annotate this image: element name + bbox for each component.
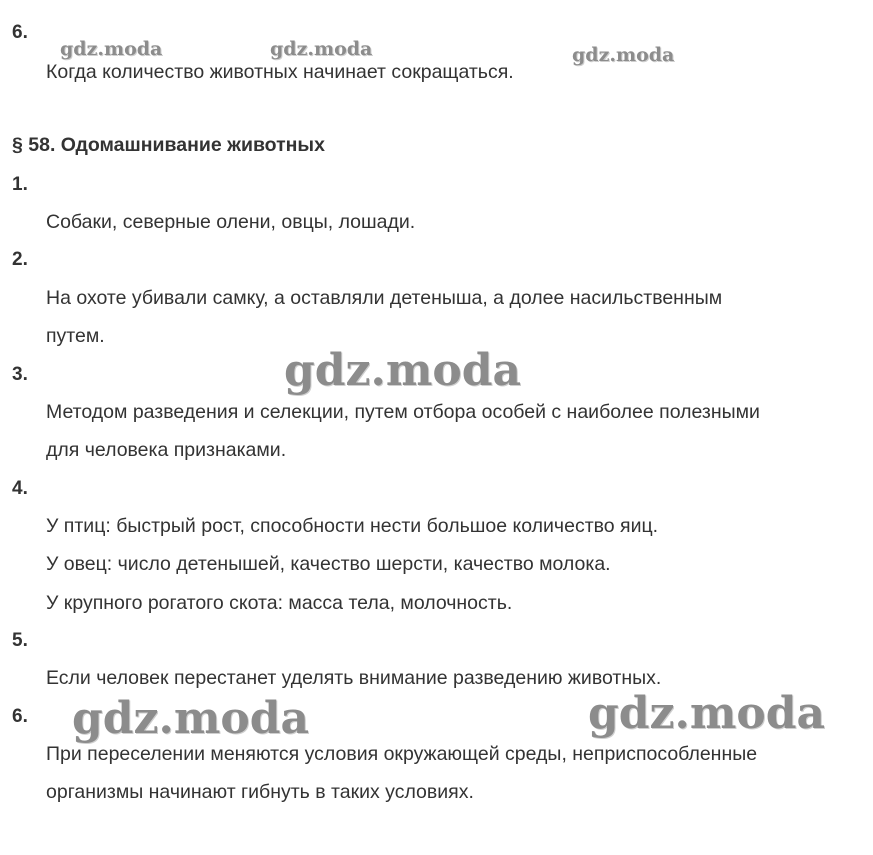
watermark-logo: gdz.moda [284,345,522,396]
answer-line: Методом разведения и селекции, путем отбора особей с наиболее полезными [46,401,760,423]
answer-line: У овец: число детенышей, качество шерсти, качество молока. [46,553,611,575]
watermark-logo: gdz.moda [270,38,373,60]
watermark-logo: gdz.moda [572,44,675,66]
watermark-logo: gdz.moda [60,38,163,60]
item-number: 6. [12,706,28,727]
answer-line: У птиц: быстрый рост, способности нести большое количество яиц. [46,515,659,537]
answer-line: для человека признаками. [46,439,287,461]
answer-line: путем. [46,325,105,347]
answer-line: У крупного рогатого скота: масса тела, молочность. [46,592,513,614]
section-heading: § 58. Одомашнивание животных [12,134,325,156]
item-number: 1. [12,174,28,195]
watermark-logo: gdz.moda [588,688,826,739]
item-number: 6. [12,22,28,43]
item-number: 2. [12,249,28,270]
watermark-logo: gdz.moda [72,693,310,744]
item-number: 5. [12,630,28,651]
answer-line: На охоте убивали самку, а оставляли детеныша, а долее насильственным [46,287,723,309]
answer-line: Если человек перестанет уделять внимание разведению животных. [46,667,662,689]
item-number: 4. [12,478,28,499]
answer-line: При переселении меняются условия окружающей среды, неприспособленные [46,743,758,765]
answer-line: организмы начинают гибнуть в таких условиях. [46,781,474,803]
answer-line: Когда количество животных начинает сокращаться. [46,61,514,83]
answer-line: Собаки, северные олени, овцы, лошади. [46,211,416,233]
item-number: 3. [12,364,28,385]
